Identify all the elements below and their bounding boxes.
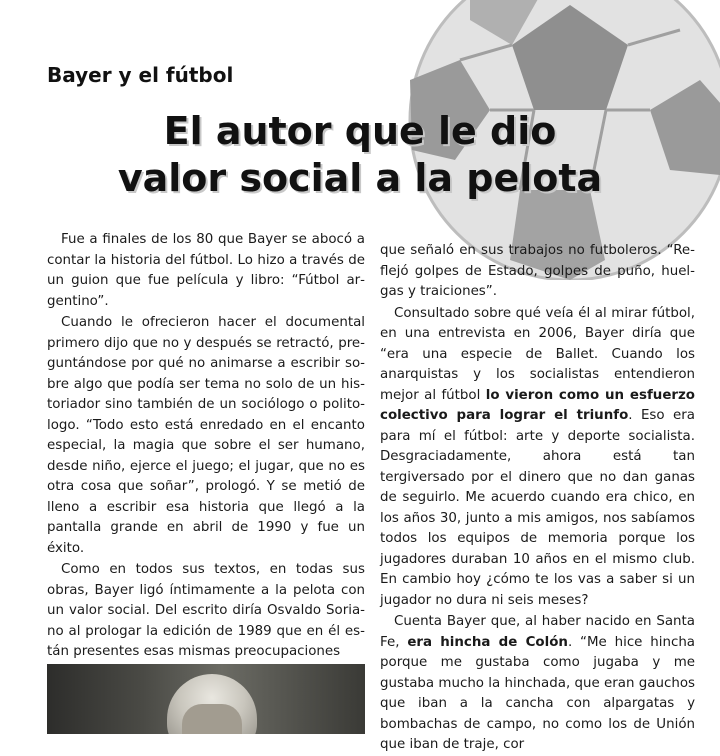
article-headline xyxy=(0,108,720,202)
paragraph-text: Consultado sobre qué veía él al mirar fútbol, en una entrevista en 2006, Bayer diría que “era una especie de Ballet. Cuando los anarquistas y los socialistas entendieron mejor al fútbol xyxy=(380,305,695,403)
headline-line-1: El autor que le dio xyxy=(163,109,557,153)
paragraph: Como en todos sus textos, en todas sus obras, Bayer ligó íntimamente a la pelota con un valor social. Del escrito diría Osvaldo Soriano al prologar la edición de 1989 que en él están presentes esas mismas preocupaciones xyxy=(47,562,365,659)
paragraph-text: . Eso era para mí el fútbol: arte y deporte socialista. Desgraciadamente, ahora está tan tergiversado por el dinero que no dan ganas de seguirlo. Me acuerdo cuando era chico, en los años 30, junto a mis amigos, nos sabíamos todos los equipos de memoria porque los jugadores duraban 10 años en el mismo club. En cambio hoy ¿cómo te los vas a saber si un jugador no dura ni seis meses? xyxy=(380,408,695,608)
paragraph-text: . “Me hice hincha porque me gustaba como jugaba y me gustaba mucho la hinchada, que eran gauchos que iban a la cancha con alpargatas y bombachas de campo, no como los de Unión que iban de traje, cor xyxy=(380,634,696,752)
paragraph xyxy=(380,304,695,612)
photo-face xyxy=(182,704,242,734)
paragraph: que señaló en sus trabajos no futboleros. “Reflejó golpes de Estado, golpes de puño, huelgas y traiciones”. xyxy=(380,243,695,299)
section-kicker: Bayer y el fútbol xyxy=(47,63,234,87)
paragraph-text: Cuenta Bayer que, al haber nacido en Santa Fe, xyxy=(380,614,695,650)
headline-line-2: valor social a la pelota xyxy=(117,156,603,200)
article-column-right xyxy=(380,241,695,756)
paragraph xyxy=(380,612,695,756)
article-column-left xyxy=(47,230,365,663)
paragraph: Cuando le ofrecieron hacer el documental primero dijo que no y después se retractó, preguntándose por qué no animarse a escribir sobre algo que podía ser tema no solo de un historiador sino también de un sociólogo o politologo. “Todo esto está enredado en el encanto especial, la magia que sobre el ser humano, desde niño, ejerce el juego; el jugar, que no es otra cosa que soñar”, prologó. Y se metió de lleno a escribir esa historia que llegó a la pantalla grande en abril de 1990 y fue un éxito. xyxy=(47,315,365,556)
paragraph: Fue a finales de los 80 que Bayer se abocó a contar la historia del fútbol. Lo hizo a través de un guion que fue película y libro: “Fútbol argentino”. xyxy=(47,232,365,309)
paragraph-highlight: era hincha de Colón xyxy=(407,634,568,650)
paragraph-highlight: lo vieron como un esfuerzo colectivo para lograr el triunfo xyxy=(380,387,696,423)
author-photo xyxy=(47,664,365,734)
